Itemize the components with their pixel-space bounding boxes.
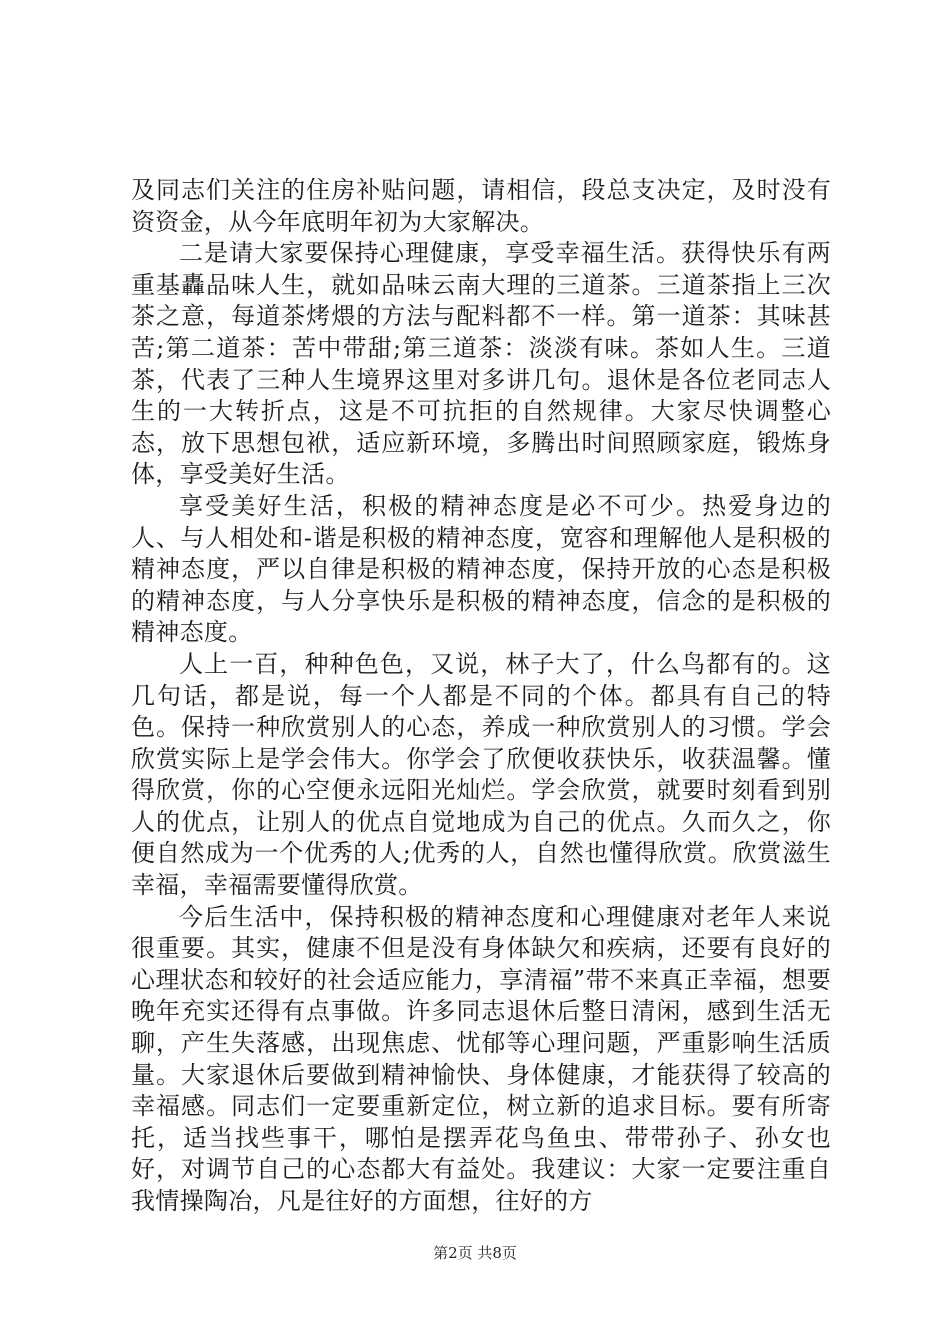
paragraph-1: 及同志们关注的住房补贴问题，请相信，段总支决定，及时没有资资金，从今年底明年初为大家解决。 [131,176,831,236]
paragraph-2: 二是请大家要保持心理健康，享受幸福生活。获得快乐有两重基轟品味人生，就如品味云南大理的三道茶。三道茶指上三次茶之意，每道茶烤煨的方法与配料都不一样。第一道茶：其味甚苦;第二道茶：苦中带甜;第三道茶：淡淡有味。茶如人生。三道茶，代表了三种人生境界这里对多讲几句。退休是各位老同志人生的一大转折点，这是不可抗拒的自然规律。大家尽快调整心态，放下思想包袱，适应新环境，多腾出时间照顾家庭，锻炼身体，享受美好生活。 [131,239,831,489]
paragraph-3: 享受美好生活，积极的精神态度是必不可少。热爱身边的人、与人相处和-谐是积极的精神态度，宽容和理解他人是积极的精神态度，严以自律是积极的精神态度，保持开放的心态是积极的精神态度，与人分享快乐是积极的精神态度，信念的是积极的精神态度。 [131,491,831,647]
page-footer: 第2页 共8页 [433,1244,517,1262]
paragraph-4: 人上一百，种种色色，又说，林子大了，什么鸟都有的。这几句话，都是说，每一个人都是不同的个体。都具有自己的特色。保持一种欣赏别人的心态，养成一种欣赏别人的习惯。学会欣赏实际上是学会伟大。你学会了欣便收获快乐，收获温馨。懂得欣赏，你的心空便永远阳光灿烂。学会欣赏，就要时刻看到别人的优点，让别人的优点自觉地成为自己的优点。久而久之，你便自然成为一个优秀的人;优秀的人，自然也懂得欣赏。欣赏滋生幸福，幸福需要懂得欣赏。 [131,649,831,900]
paragraph-5: 今后生活中，保持积极的精神态度和心理健康对老年人来说很重要。其实，健康不但是没有身体缺欠和疾病，还要有良好的心理状态和较好的社会适应能力，享清福”带不来真正幸福，想要晚年充实还得有点事做。许多同志退休后整日清闲，感到生活无聊，产生失落感，出现焦虑、忧郁等心理问题，严重影响生活质量。大家退休后要做到精神愉快、身体健康，才能获得了较高的幸福感。同志们一定要重新定位，树立新的追求目标。要有所寄托，适当找些事干，哪怕是摆弄花鸟鱼虫、带带孙子、孙女也好，对调节自己的心态都大有益处。我建议：大家一定要注重自我情操陶冶，凡是往好的方面想，往好的方 [131,902,831,1215]
document-body [131,175,831,1218]
